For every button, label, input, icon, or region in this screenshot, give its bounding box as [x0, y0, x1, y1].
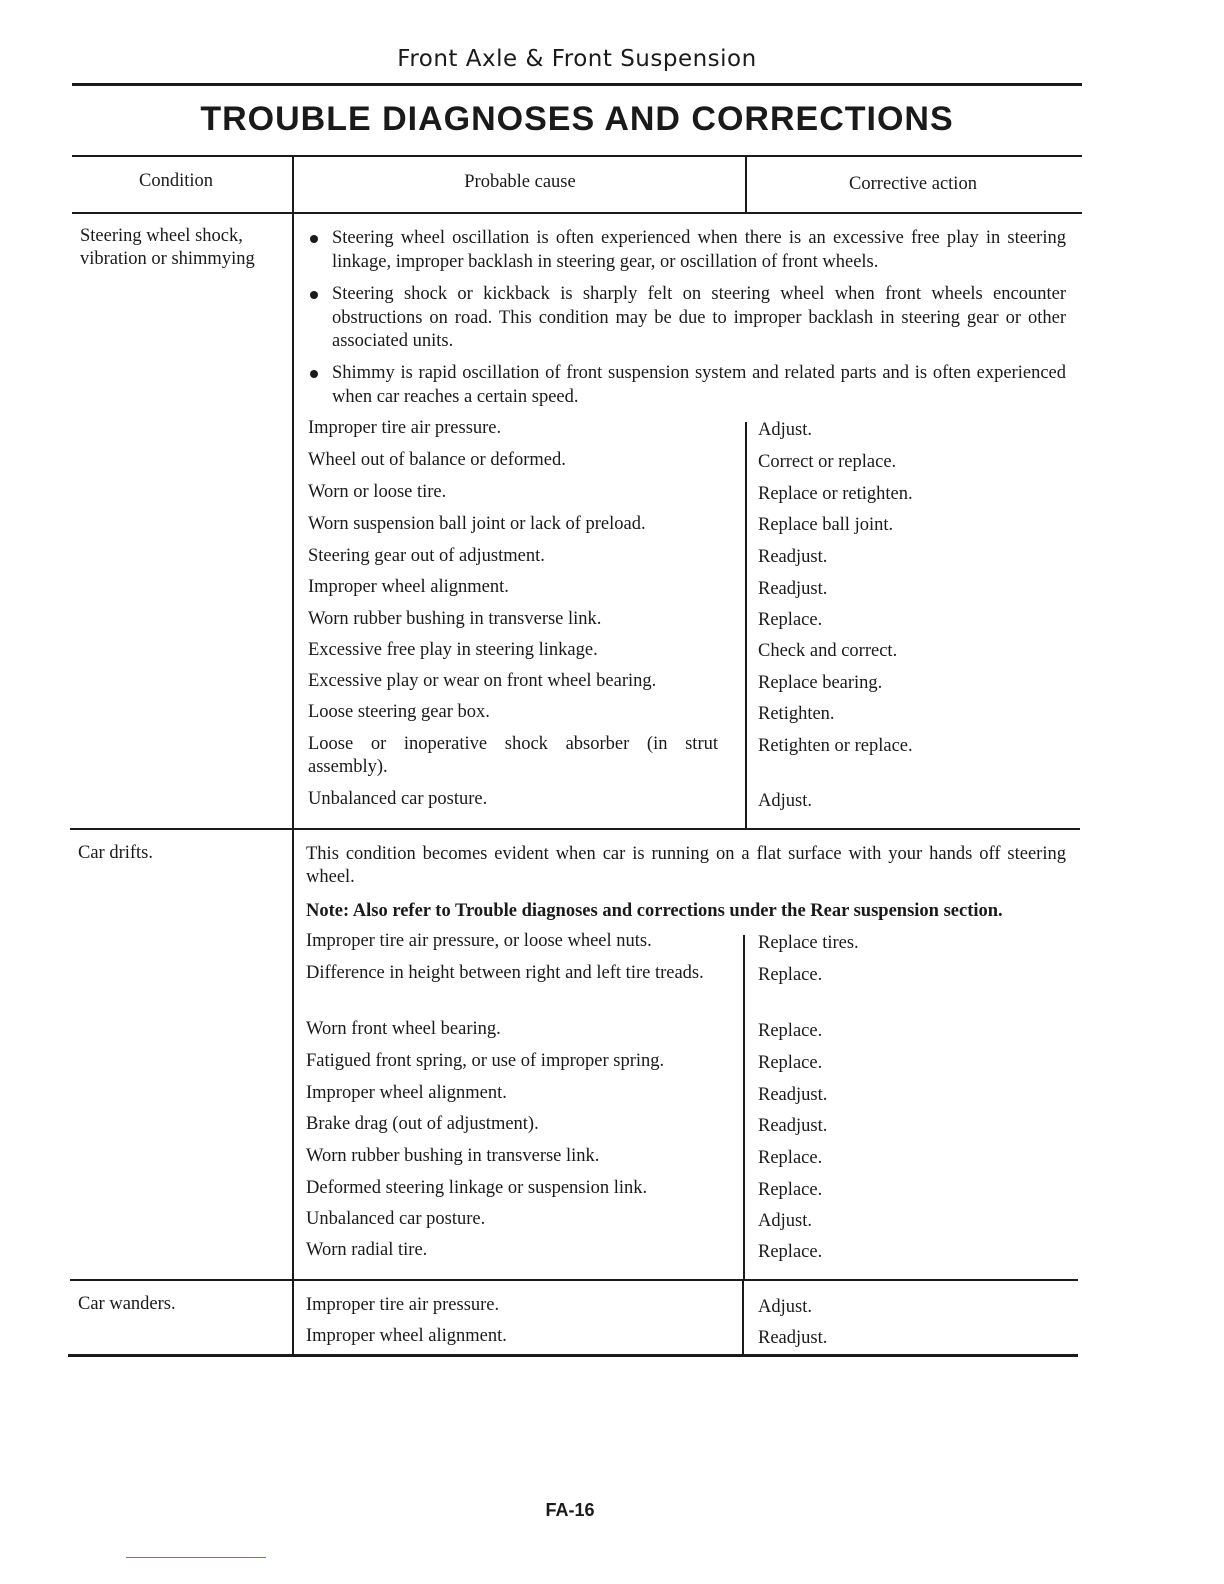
action-text: Readjust. [758, 1085, 828, 1105]
cause-text: Worn rubber bushing in transverse link. [308, 609, 602, 629]
action-text: Retighten. [758, 704, 835, 724]
cause-text: Loose or inoperative shock absorber (in strut assembly). [308, 734, 718, 777]
action-text: Readjust. [758, 547, 828, 567]
action-text: Readjust. [758, 1116, 828, 1136]
action-text: Replace. [758, 610, 823, 630]
action-text: Replace. [758, 1053, 823, 1073]
col-divider-condition [292, 155, 294, 1356]
bullet-icon [310, 291, 318, 299]
cause-text: Improper tire air pressure. [306, 1295, 500, 1315]
bullet-item: Steering shock or kickback is sharply felt on steering wheel when front wheels encounter obstructions on road. This condition may be due to improper backlash in steering gear or other associated units. [310, 283, 1066, 354]
column-header-action: Corrective action [849, 174, 977, 194]
cause-text: Worn suspension ball joint or lack of preload. [308, 514, 646, 534]
drifts-intro: This condition becomes evident when car is running on a flat surface with your hands off steering wheel. [306, 844, 1066, 887]
condition-drifts: Car drifts. [78, 843, 154, 863]
cause-text: Excessive free play in steering linkage. [308, 640, 598, 660]
scan-artifact-line [126, 1557, 266, 1558]
cause-text: Improper wheel alignment. [308, 577, 509, 597]
table-bottom-rule [68, 1354, 1078, 1357]
section-divider-2 [70, 1279, 1078, 1281]
cause-text: Worn or loose tire. [308, 482, 447, 502]
cause-text: Unbalanced car posture. [306, 1209, 486, 1229]
cause-text: Unbalanced car posture. [308, 789, 488, 809]
column-header-cause: Probable cause [464, 172, 576, 192]
action-text: Adjust. [758, 1211, 812, 1231]
action-text: Adjust. [758, 420, 812, 440]
action-text: Adjust. [758, 791, 812, 811]
cause-text: Worn rubber bushing in transverse link. [306, 1146, 600, 1166]
cause-text: Brake drag (out of adjustment). [306, 1114, 539, 1134]
header-rule [72, 83, 1082, 86]
cause-text: Worn front wheel bearing. [306, 1019, 501, 1039]
action-text: Replace or retighten. [758, 484, 913, 504]
action-text: Replace. [758, 1180, 823, 1200]
drifts-note: Note: Also refer to Trouble diagnoses and corrections under the Rear suspension section. [306, 901, 1003, 921]
cause-text: Difference in height between right and left tire treads. [306, 963, 704, 983]
cause-text: Wheel out of balance or deformed. [308, 450, 566, 470]
column-header-condition: Condition [138, 171, 213, 191]
cause-text: Steering gear out of adjustment. [308, 546, 545, 566]
cause-text: Excessive play or wear on front wheel bearing. [308, 671, 657, 691]
bullet-item: Steering wheel oscillation is often experienced when there is an excessive free play in steering linkage, improper backlash in steering gear, or oscillation of front wheels. [310, 227, 1066, 274]
condition-shimmy: Steering wheel shock, vibration or shimmying [80, 226, 255, 269]
action-text: Replace tires. [758, 933, 859, 953]
section-divider-1 [70, 828, 1080, 830]
action-text: Adjust. [758, 1297, 812, 1317]
condition-wanders: Car wanders. [78, 1294, 176, 1314]
col-divider-action-3 [742, 1281, 744, 1355]
action-text: Check and correct. [758, 641, 898, 661]
header-bottom-rule [72, 212, 1082, 214]
cause-text: Fatigued front spring, or use of improper spring. [306, 1051, 665, 1071]
action-text: Replace bearing. [758, 673, 883, 693]
cause-text: Loose steering gear box. [308, 702, 490, 722]
action-text: Readjust. [758, 1328, 828, 1348]
col-divider-action-2 [743, 935, 745, 1279]
page-number: FA-16 [545, 1500, 595, 1520]
action-text: Replace. [758, 1242, 823, 1262]
action-text: Replace ball joint. [758, 515, 894, 535]
action-text: Replace. [758, 965, 823, 985]
bullet-icon [310, 235, 318, 243]
trouble-table [70, 155, 1082, 1360]
action-text: Retighten or replace. [758, 736, 913, 756]
section-header: Front Axle & Front Suspension [397, 46, 757, 72]
cause-text: Improper wheel alignment. [306, 1326, 507, 1346]
cause-text: Worn radial tire. [306, 1240, 428, 1260]
cause-text: Improper tire air pressure, or loose wheel nuts. [306, 931, 652, 951]
cause-text: Improper wheel alignment. [306, 1083, 507, 1103]
cause-text: Improper tire air pressure. [308, 418, 502, 438]
bullet-icon [310, 370, 318, 378]
action-text: Replace. [758, 1021, 823, 1041]
bullet-item: Shimmy is rapid oscillation of front suspension system and related parts and is often experienced when car reaches a certain speed. [310, 362, 1066, 409]
col-divider-action-1 [745, 422, 747, 828]
action-text: Correct or replace. [758, 452, 897, 472]
action-text: Readjust. [758, 579, 828, 599]
cause-text: Deformed steering linkage or suspension link. [306, 1178, 648, 1198]
page-title: TROUBLE DIAGNOSES AND CORRECTIONS [200, 100, 954, 138]
action-text: Replace. [758, 1148, 823, 1168]
table-top-rule [72, 155, 1082, 157]
